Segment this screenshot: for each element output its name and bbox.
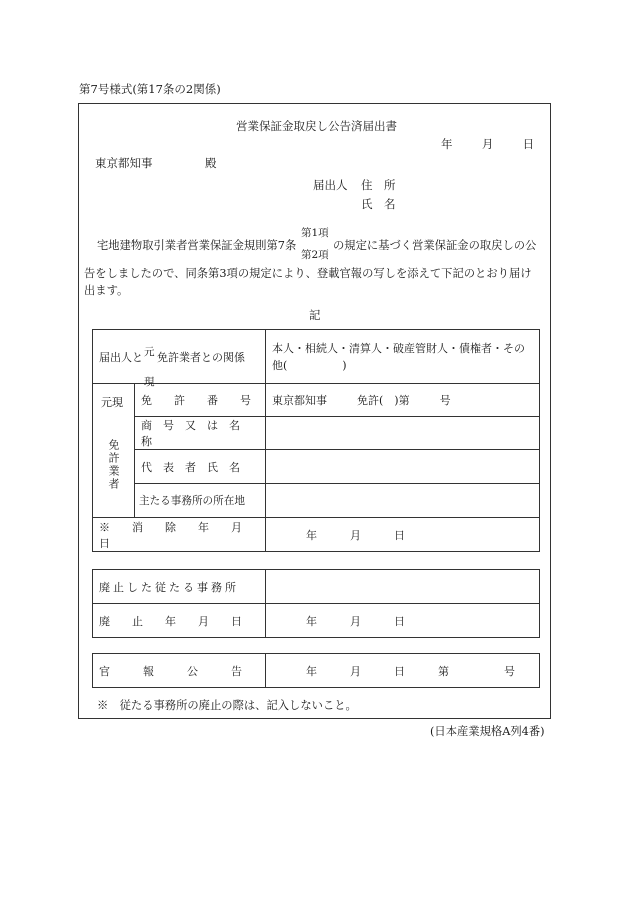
representative-row xyxy=(93,450,540,484)
trade-name-label: 商 号 又 は 名 称 xyxy=(135,417,266,450)
clause-bottom: 第2項 xyxy=(301,249,329,261)
license-number-value[interactable] xyxy=(266,384,540,417)
license-number-suffix: 号 xyxy=(439,394,451,407)
relation-options-line-1: 本人・相続人・清算人・破産管財人・債権者・その xyxy=(272,341,525,355)
main-office-row xyxy=(93,484,540,518)
cancellation-value[interactable]: 年 月 日 xyxy=(266,518,540,552)
gazette-value[interactable]: 年 月 日 第 号 xyxy=(266,654,540,688)
name-label: 氏 名 xyxy=(361,197,396,211)
gazette-label: 官 報 公 告 xyxy=(93,654,266,688)
trade-name-value[interactable] xyxy=(266,417,540,450)
representative-label: 代 表 者 氏 名 xyxy=(135,450,266,484)
submission-date xyxy=(441,136,534,152)
relation-former: 元 xyxy=(144,345,155,358)
abolition-date-value[interactable]: 年 月 日 xyxy=(266,604,540,638)
licensee-group-label: 免許業者 xyxy=(107,439,120,491)
license-kind: 免許( )第 xyxy=(357,394,410,407)
clause-top: 第1項 xyxy=(301,227,329,239)
form-title: 営業保証金取戻し公告済届出書 xyxy=(236,119,397,133)
date-day: 日 xyxy=(522,137,535,151)
cancellation-label: ※ 消 除 年 月 日 xyxy=(93,518,266,552)
relation-label-suffix: 免許業者との関係 xyxy=(157,350,245,364)
abolition-table xyxy=(92,569,540,638)
gazette-table xyxy=(92,653,540,688)
abolished-office-row xyxy=(93,570,540,604)
body-line-1b: の規定に基づく営業保証金の取戻しの公 xyxy=(333,239,537,252)
abolished-office-value[interactable] xyxy=(266,570,540,604)
relation-label-prefix: 届出人と xyxy=(99,350,143,364)
date-year: 年 xyxy=(441,137,453,151)
body-line-1a: 宅地建物取引業者営業保証金規則第7条 xyxy=(97,239,297,252)
relation-row xyxy=(93,330,540,384)
cancellation-row xyxy=(93,518,540,552)
form-number: 第7号様式(第17条の2関係) xyxy=(79,82,221,96)
date-month: 月 xyxy=(481,137,494,151)
honorific: 殿 xyxy=(205,156,217,170)
abolition-date-row xyxy=(93,604,540,638)
addressee: 東京都知事 xyxy=(95,156,153,170)
main-office-label: 主たる事務所の所在地 xyxy=(135,484,266,518)
abolition-date-label: 廃 止 年 月 日 xyxy=(93,604,266,638)
license-table xyxy=(92,329,540,552)
address-label: 住 所 xyxy=(361,178,396,192)
trade-name-row xyxy=(93,417,540,450)
license-number-label: 免 許 番 号 xyxy=(135,384,266,417)
relation-label-cell xyxy=(93,330,266,388)
applicant-label: 届出人 xyxy=(313,178,348,192)
relation-options-line-2: 他( ) xyxy=(272,358,347,372)
body-line-2: 告をしましたので、同条第3項の規定により、登載官報の写しを添えて下記のとおり届け xyxy=(84,267,532,280)
main-office-value[interactable] xyxy=(266,484,540,518)
representative-value[interactable] xyxy=(266,450,540,484)
former-current-label: 元現 xyxy=(101,396,123,409)
gazette-row xyxy=(93,654,540,688)
relation-current: 現 xyxy=(144,375,155,388)
license-authority: 東京都知事 xyxy=(272,394,327,407)
body-line-3: 出ます。 xyxy=(84,284,129,297)
abolished-office-label: 廃止した従たる事務所 xyxy=(93,570,266,604)
ki-heading: 記 xyxy=(309,308,321,322)
licensee-group-cell xyxy=(93,384,135,518)
license-number-row xyxy=(93,384,540,417)
relation-value-cell[interactable] xyxy=(266,330,540,384)
paper-size-note: (日本産業規格A列4番) xyxy=(430,725,545,738)
footnote: ※ 従たる事務所の廃止の際は、記入しないこと。 xyxy=(97,699,357,712)
